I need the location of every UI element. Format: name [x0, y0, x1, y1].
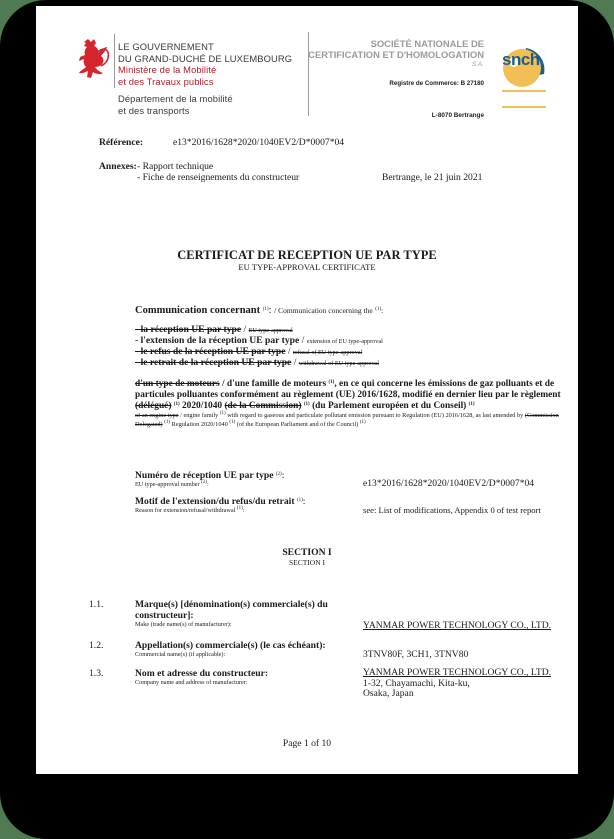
option-en: EU type-approval: [248, 327, 293, 334]
government-block: [118, 41, 292, 116]
ministry-line-1: Ministère de la Mobilité: [118, 64, 217, 75]
communication-en: / Communication concerning the: [274, 306, 373, 315]
label-fr: Appellation(s) commerciale(s) (le cas échéant):: [135, 640, 326, 651]
item-1-1-label: [135, 599, 328, 629]
scope-struck: (Commission Delegated): [135, 412, 559, 428]
gov-line-2: DU GRAND-DUCHÉ DE LUXEMBOURG: [118, 52, 293, 64]
label-fr: Motif de l'extension/du refus/du retrait: [135, 496, 295, 507]
label-en: Make (trade name(s) of manufacturer):: [135, 621, 232, 628]
label-fr: Nom et adresse du constructeur:: [135, 668, 269, 679]
value-line: Osaka, Japan: [363, 688, 414, 699]
item-1-3-value: [363, 668, 551, 700]
scope-text: (du Parlement européen et du Conseil): [309, 400, 469, 411]
footnote-ref: (1): [296, 498, 303, 503]
certificate-title: [36, 249, 578, 272]
item-1-1-value: YANMAR POWER TECHNOLOGY CO., LTD.: [363, 620, 552, 631]
scope-text: , en ce qui concerne les émissions de gaz polluants et de particules polluantes conformément au règlement (UE) 2016/1628, modifié en dernier lieu par le règlement: [135, 379, 561, 400]
item-1-2-value: 3TNV80F, 3CH1, 3TNV80: [363, 649, 469, 660]
annex-item: - Rapport technique: [137, 161, 214, 172]
snch-name: [308, 39, 484, 69]
scope-en: [135, 412, 575, 429]
label-en: EU type-approval number: [135, 481, 200, 488]
snch-line-1: SOCIÉTÉ NATIONALE DE: [370, 38, 484, 49]
option-reception: - la réception UE par type / EU type-approval: [135, 324, 293, 335]
scope-text: 2020/1040: [179, 400, 225, 411]
snch-sa: S.A.: [471, 61, 484, 68]
ministry-line-2: et des Travaux publics: [118, 75, 214, 87]
item-1-3-label: [135, 668, 268, 687]
section-en: SECTION I: [288, 558, 326, 567]
label-fr: Marque(s) [dénomination(s) commerciale(s) du: [135, 599, 328, 610]
reference-label: Référence:: [99, 137, 144, 148]
footnote-ref: (2): [275, 472, 282, 477]
dept-line-2: et des transports: [118, 104, 190, 116]
title-en: EU TYPE-APPROVAL CERTIFICATE: [238, 262, 376, 272]
item-number: 1.3.: [89, 668, 104, 679]
option-fr: - le refus de la réception UE par type: [135, 346, 286, 357]
footnote-ref: (1): [164, 419, 171, 425]
scope-struck: of an engine type: [135, 412, 179, 419]
option-extension: - l'extension de la réception UE par type / extension of EU type-approval: [135, 335, 383, 346]
option-fr: - le retrait de la réception UE par type: [135, 357, 292, 368]
option-fr: - l'extension de la réception UE par type: [135, 335, 300, 346]
reason-label: Motif de l'extension/du refus/du retrait $^{(1)}$: Reason for extension/refusal/withdrawal $^{(1)}$:: [135, 496, 306, 514]
scope-struck: (délégué): [135, 400, 172, 411]
scope-text: (of the European Parliament and of the Council): [235, 420, 360, 428]
approval-number-value: e13*2016/1628*2020/1040EV2/D*0007*04: [363, 478, 535, 489]
footnote-ref: (1): [375, 307, 382, 312]
annexes-label: Annexes:: [99, 161, 137, 172]
scope-struck: (de la Commission): [224, 400, 302, 411]
section-heading: [36, 548, 578, 567]
document-page: [36, 6, 578, 774]
option-withdrawal: - le retrait de la réception UE par type / withdrawal of EU type-approval: [135, 357, 380, 368]
communication-options: [135, 324, 383, 368]
footnote-ref: (2): [201, 480, 207, 485]
snch-address: L-8070 Bertrange: [431, 112, 484, 119]
communication-fr: Communication concernant: [135, 305, 261, 316]
place-date: Bertrange, le 21 juin 2021: [382, 172, 483, 183]
value-line: 1-32, Chayamachi, Kita-ku,: [363, 677, 470, 689]
scope-fr: [135, 379, 575, 411]
reason-value: see: List of modifications, Appendix 0 of test report: [363, 505, 541, 515]
approval-number-label: Numéro de réception UE par type $^{(2)}$: EU type-approval number $^{(2)}$:: [135, 470, 285, 488]
footnote-ref: (1): [468, 401, 475, 407]
label-fr: constructeur]:: [135, 610, 194, 621]
snch-line-2: CERTIFICATION ET D'HOMOLOGATION: [308, 48, 484, 60]
item-number: 1.2.: [89, 640, 104, 651]
footnote-ref: (1): [236, 506, 243, 511]
footnote-ref: (1): [359, 419, 366, 425]
footnote-ref: (1): [328, 380, 335, 385]
registre-commerce: Registre de Commerce: B 27180: [389, 80, 484, 87]
annex-item: - Fiche de renseignements du constructeur: [137, 172, 300, 183]
option-en: refusal of EU type-approval: [292, 349, 363, 356]
page-number: Page 1 of 10: [282, 738, 332, 749]
scope-text: with regard to gaseous and particulate pollutant emission pursuant to Regulation (EU) 2016/1628, as last amended by: [225, 412, 525, 419]
footnote-ref: (1): [262, 307, 269, 312]
communication-heading: Communication concernant $^{(1)}$: / Communication concerning the $^{(1)}$:: [135, 305, 384, 316]
header-divider: [114, 34, 115, 88]
footnote-ref: (1): [229, 419, 236, 425]
section-fr: SECTION I: [282, 547, 332, 558]
footnote-ref: (1): [219, 411, 226, 416]
scope-struck: d'un type de moteurs: [135, 379, 220, 389]
title-fr: CERTIFICAT DE RECEPTION UE PAR TYPE: [177, 248, 437, 262]
option-en: extension of EU type-approval: [306, 338, 383, 345]
scope-text: Regulation 2020/1040: [170, 420, 230, 428]
snch-logo-text: snch: [502, 50, 540, 69]
annexes-list: [137, 161, 299, 183]
value-line: YANMAR POWER TECHNOLOGY CO., LTD.: [363, 667, 552, 678]
scope-text: / engine family: [178, 412, 220, 419]
gov-line-1: LE GOUVERNEMENT: [118, 41, 214, 52]
reference-value: e13*2016/1628*2020/1040EV2/D*0007*04: [173, 137, 345, 148]
option-fr: - la réception UE par type: [135, 324, 242, 335]
item-1-2-label: [135, 640, 326, 659]
footnote-ref: (1): [173, 401, 180, 407]
label-en: Company name and address of manufacturer:: [135, 679, 248, 686]
label-fr: Numéro de réception UE par type: [135, 470, 274, 481]
label-en: Reason for extension/refusal/withdrawal: [135, 507, 236, 514]
option-refusal: - le refus de la réception UE par type / refusal of EU type-approval: [135, 346, 363, 357]
luxembourg-lion-icon: [74, 38, 112, 86]
item-number: 1.1.: [89, 599, 104, 610]
label-en: Commercial name(s) (if applicable):: [135, 651, 226, 658]
scope-text: / d'une famille de moteurs: [219, 379, 329, 389]
dept-line-1: Département de la mobilité: [118, 93, 233, 104]
option-en: withdrawal of EU type-approval: [298, 360, 380, 367]
footnote-ref: (1): [303, 401, 310, 407]
